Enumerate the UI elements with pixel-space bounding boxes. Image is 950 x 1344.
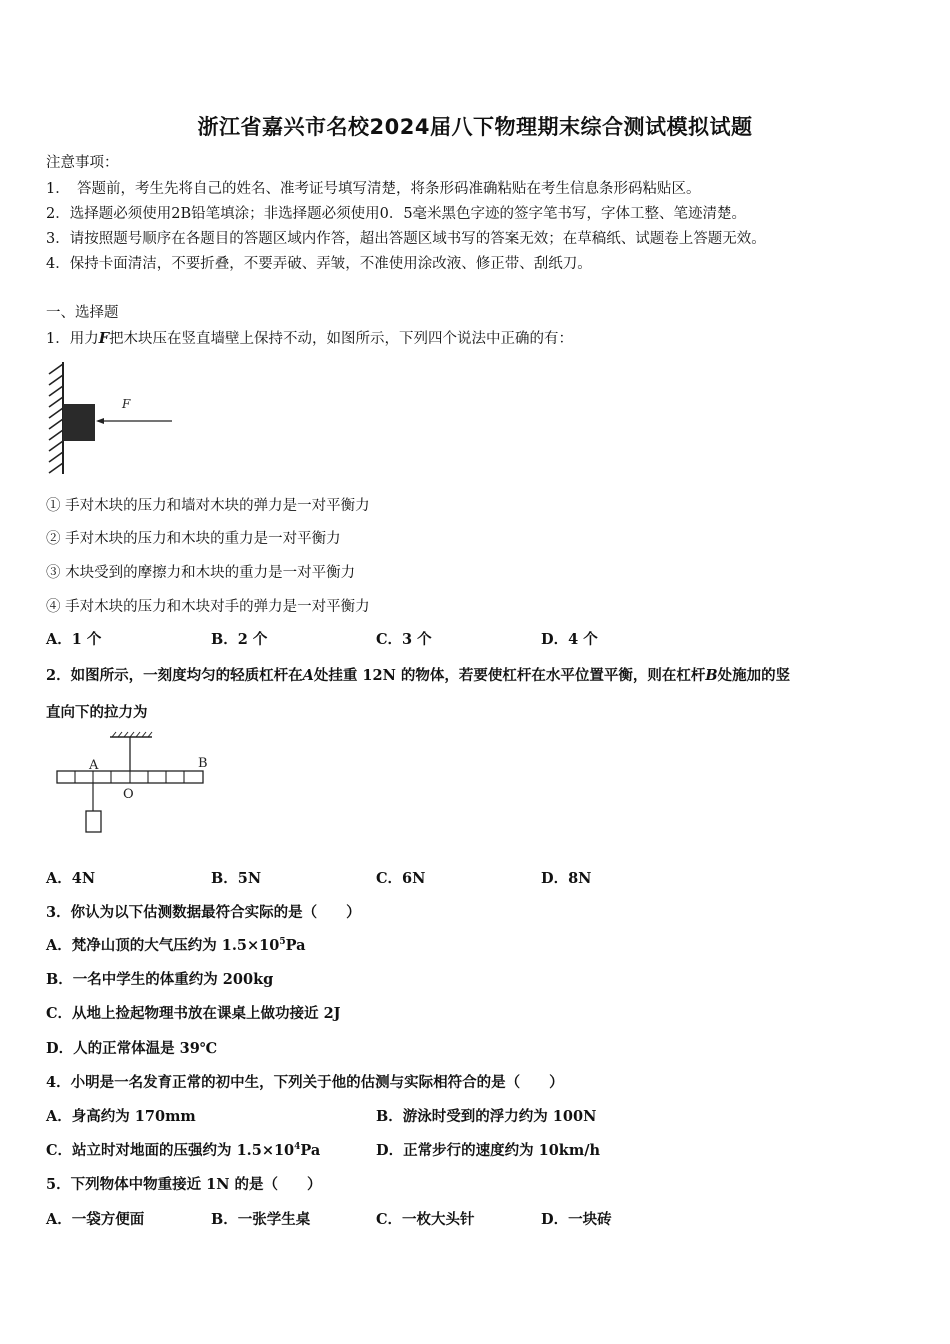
lever-label-b: B — [198, 756, 208, 771]
q3-option-d: D．人的正常体温是 39℃ — [46, 1040, 218, 1057]
q4-option-b: B．游泳时受到的浮力约为 100N — [376, 1108, 597, 1125]
q5-option-d: D．一块砖 — [541, 1211, 612, 1228]
q5-stem: 5．下列物体中物重接近 1N 的是（ ） — [46, 1176, 322, 1193]
q1-option-b: B．2 个 — [211, 631, 268, 648]
q5-option-a: A．一袋方便面 — [46, 1211, 145, 1228]
notice-item: 2．选择题必须使用2B铅笔填涂；非选择题必须使用0．5毫米黑色字迹的签字笔书写，字体工整、笔迹清楚。 — [46, 206, 747, 222]
q2-stem-part: 处挂重 12N 的物体，若要使杠杆在水平位置平衡，则在杠杆 — [313, 667, 706, 684]
q4-option-d: D．正常步行的速度约为 10km/h — [376, 1142, 601, 1159]
q4-option-c — [46, 1139, 320, 1160]
exam-title: 浙江省嘉兴市名校2024届八下物理期末综合测试模拟试题 — [197, 115, 753, 139]
hanging-weight — [86, 811, 101, 832]
q1-wall-block-figure — [44, 360, 179, 476]
q1-stem — [46, 327, 573, 348]
q1-option-d: D．4 个 — [541, 631, 598, 648]
q2-stem-line2: 直向下的拉力为 — [46, 704, 148, 721]
section-heading: 一、选择题 — [46, 305, 119, 321]
q1-option-c: C．3 个 — [376, 631, 432, 648]
q3-option-b: B．一名中学生的体重约为 200kg — [46, 971, 274, 988]
wall-hatching — [49, 364, 63, 473]
q2-option-c: C．6N — [376, 870, 426, 887]
q3-option-a — [46, 934, 306, 955]
q5-option-c: C．一枚大头针 — [376, 1211, 475, 1228]
force-arrowhead — [96, 418, 104, 424]
q1-stem-part: 1．用力 — [46, 331, 99, 347]
q1-statement: ④ 手对木块的压力和木块对手的弹力是一对平衡力 — [46, 599, 370, 615]
q4-option-c-text: C．站立时对地面的压强约为 1.5×10 — [46, 1142, 295, 1159]
q2-stem-part: 2．如图所示，一刻度均匀的轻质杠杆在 — [46, 667, 303, 684]
wooden-block — [63, 404, 95, 441]
q5-option-b: B．一张学生桌 — [211, 1211, 311, 1228]
q2-option-d: D．8N — [541, 870, 592, 887]
notice-item: 1． 答题前，考生先将自己的姓名、准考证号填写清楚，将条形码准确粘贴在考生信息条形码粘贴区。 — [46, 181, 701, 197]
q2-option-b: B．5N — [211, 870, 262, 887]
q1-option-a: A．1 个 — [46, 631, 102, 648]
notice-item: 3．请按照题号顺序在各题目的答题区域内作答，超出答题区域书写的答案无效；在草稿纸、试题卷上答题无效。 — [46, 231, 766, 247]
q2-stem — [46, 664, 790, 685]
q3-stem: 3．你认为以下估测数据最符合实际的是（ ） — [46, 904, 361, 921]
lever-label-o: O — [123, 787, 134, 802]
q1-statement: ② 手对木块的压力和木块的重力是一对平衡力 — [46, 531, 341, 547]
q2-option-a: A．4N — [46, 870, 96, 887]
q1-stem-part: 把木块压在竖直墙壁上保持不动，如图所示，下列四个说法中正确的有： — [109, 331, 574, 347]
q3-option-c: C．从地上捡起物理书放在课桌上做功接近 2J — [46, 1005, 341, 1022]
q2-point-a-symbol: A — [302, 667, 314, 684]
q4-stem: 4．小明是一名发育正常的初中生，下列关于他的估测与实际相符合的是（ ） — [46, 1074, 564, 1091]
notice-heading: 注意事项： — [46, 155, 119, 171]
q1-statement: ① 手对木块的压力和墙对木块的弹力是一对平衡力 — [46, 498, 370, 514]
q3-option-a-unit: Pa — [285, 937, 306, 954]
q3-option-a-text: A．梵净山顶的大气压约为 1.5×10 — [46, 937, 280, 954]
lever-label-a: A — [89, 758, 99, 773]
q3-option-a-exponent: 5 — [279, 937, 286, 948]
notice-item: 4．保持卡面清洁，不要折叠，不要弄破、弄皱，不准使用涂改液、修正带、刮纸刀。 — [46, 256, 592, 272]
q4-option-c-exponent: 4 — [294, 1142, 301, 1153]
q1-force-symbol: F — [98, 330, 110, 347]
q1-statement: ③ 木块受到的摩擦力和木块的重力是一对平衡力 — [46, 565, 356, 581]
q4-option-c-unit: Pa — [300, 1142, 321, 1159]
q2-point-b-symbol: B — [705, 667, 718, 684]
q2-lever-figure — [50, 730, 220, 838]
q2-stem-part: 处施加的竖 — [717, 667, 791, 684]
force-label: F — [122, 397, 131, 411]
q4-option-a: A．身高约为 170mm — [46, 1108, 196, 1125]
